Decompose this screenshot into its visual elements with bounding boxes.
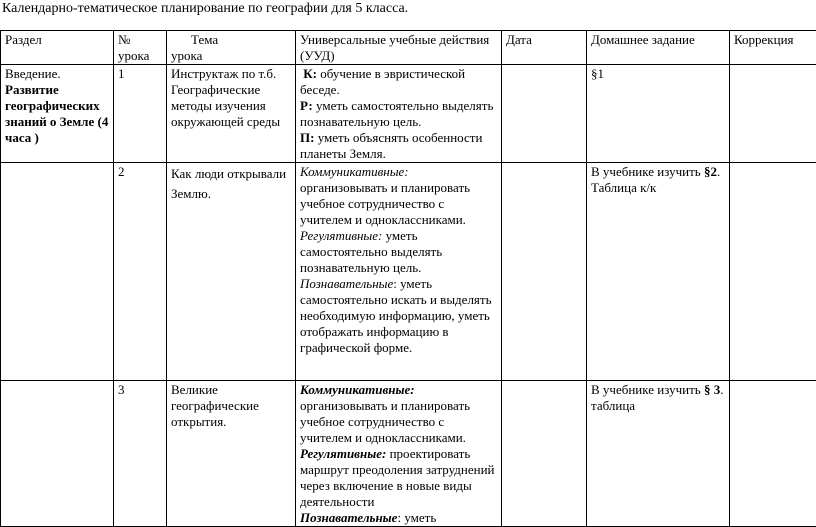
uud-text: уметь самостоятельно выделять познавательную цель.	[300, 228, 442, 275]
uud-label: Коммуникативные:	[300, 164, 409, 179]
homework-cell	[587, 163, 730, 381]
uud-item	[300, 446, 497, 510]
header-topic-line1: Тема	[171, 32, 291, 48]
table-row	[1, 65, 816, 163]
header-date: Дата	[502, 31, 587, 65]
section-title: Развитие географических знаний о Земле (4 часа )	[5, 82, 108, 145]
uud-item	[300, 276, 497, 356]
correction-cell	[730, 65, 816, 163]
header-lesson-number	[114, 31, 167, 65]
correction-cell	[730, 163, 816, 381]
uud-text: организовывать и планировать учебное сотрудничество с учителем и одноклассниками.	[300, 180, 470, 227]
correction-cell	[730, 381, 816, 527]
uud-item	[300, 66, 497, 98]
uud-label: Познавательные	[300, 276, 393, 291]
uud-label: Р:	[300, 98, 313, 113]
topic-cell: Инструктаж по т.б. Географические методы изучения окружающей среды	[167, 65, 296, 163]
uud-label: Регулятивные:	[300, 446, 386, 461]
homework-paragraph: § 3	[704, 382, 720, 397]
homework-text-extra: . Таблица к/к	[591, 164, 720, 195]
uud-cell	[296, 163, 502, 381]
homework-paragraph: §2	[704, 164, 717, 179]
uud-text: организовывать и планировать учебное сотрудничество с учителем и одноклассниками.	[300, 398, 470, 445]
uud-label: Регулятивные:	[300, 228, 382, 243]
section-cell	[1, 381, 114, 527]
lesson-number-cell: 2	[114, 163, 167, 381]
uud-text: обучение в эвристической беседе.	[300, 66, 465, 97]
uud-item	[300, 510, 497, 526]
header-homework: Домашнее задание	[587, 31, 730, 65]
document-title: Календарно-тематическое планирование по географии для 5 класса.	[2, 0, 408, 18]
table-row	[1, 163, 816, 381]
uud-label: П:	[300, 130, 314, 145]
date-cell	[502, 381, 587, 527]
lesson-number-cell: 3	[114, 381, 167, 527]
header-topic	[167, 31, 296, 65]
header-lesson-number-word: урока	[118, 48, 162, 64]
header-lesson-number-symbol: №	[118, 32, 162, 48]
uud-item	[300, 130, 497, 162]
uud-text: проектировать маршрут преодоления затруднений через включение в новые виды деятельности	[300, 446, 495, 509]
topic-cell: Великие географические открытия.	[167, 381, 296, 527]
uud-label: Познавательные	[300, 510, 397, 525]
table-header-row	[1, 31, 816, 65]
homework-cell: §1	[587, 65, 730, 163]
uud-text: : уметь	[397, 510, 436, 525]
homework-text: В учебнике изучить	[591, 382, 701, 397]
section-intro: Введение.	[5, 66, 109, 82]
uud-label: К:	[303, 66, 317, 81]
uud-text: : уметь самостоятельно искать и выделять необходимую информацию, уметь отображать информацию в графической форме.	[300, 276, 492, 355]
uud-item	[300, 228, 497, 276]
uud-item	[300, 98, 497, 130]
lesson-number-cell: 1	[114, 65, 167, 163]
date-cell	[502, 163, 587, 381]
section-cell	[1, 65, 114, 163]
header-correction: Коррекция	[730, 31, 816, 65]
header-section: Раздел	[1, 31, 114, 65]
uud-item	[300, 382, 497, 446]
header-topic-line2: урока	[171, 48, 291, 64]
uud-text: уметь объяснять особенности планеты Земля.	[300, 130, 482, 161]
header-uud: Универсальные учебные действия (УУД)	[296, 31, 502, 65]
planning-table	[0, 30, 816, 527]
uud-cell	[296, 65, 502, 163]
homework-text-extra: . таблица	[591, 382, 723, 413]
uud-cell	[296, 381, 502, 527]
table-row	[1, 381, 816, 527]
homework-cell	[587, 381, 730, 527]
uud-label: Коммуникативные:	[300, 382, 415, 397]
date-cell	[502, 65, 587, 163]
topic-cell: Как люди открывали Землю.	[167, 163, 296, 381]
uud-item	[300, 164, 497, 228]
uud-text: уметь самостоятельно выделять познавательную цель.	[300, 98, 493, 129]
homework-text: В учебнике изучить	[591, 164, 701, 179]
section-cell	[1, 163, 114, 381]
